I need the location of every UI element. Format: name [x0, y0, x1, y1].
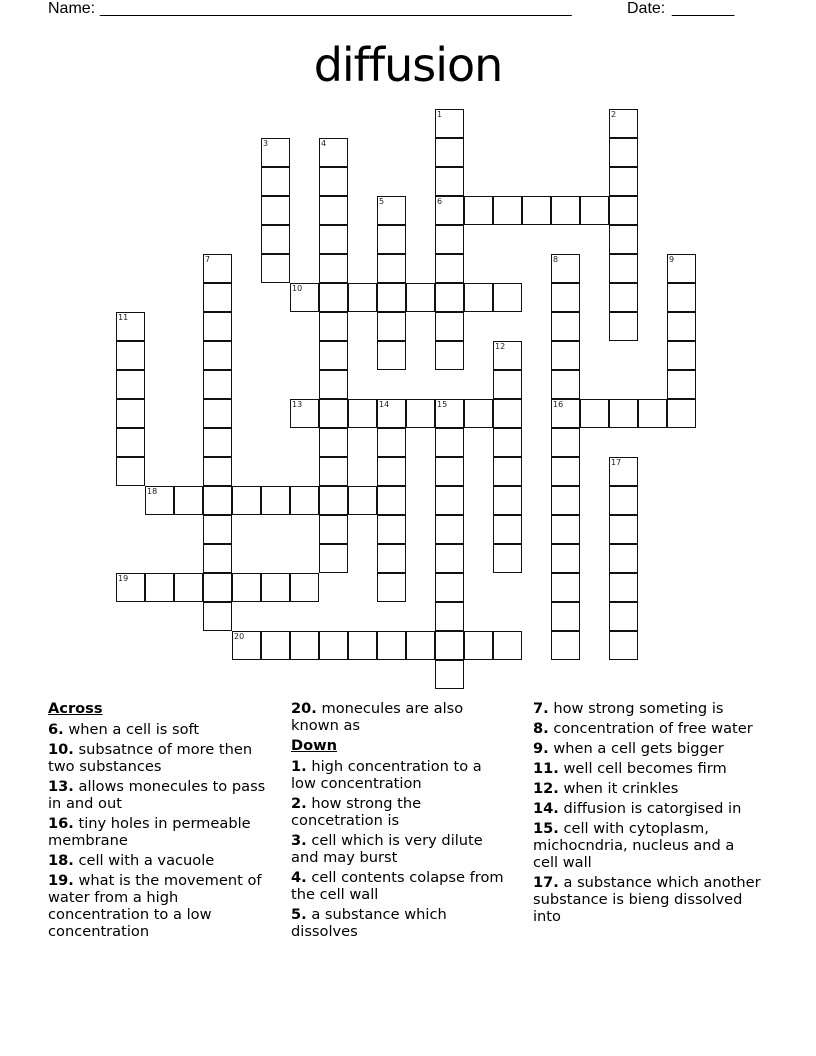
grid-cell[interactable]	[116, 457, 145, 486]
grid-cell[interactable]	[290, 399, 319, 428]
grid-cell[interactable]	[377, 399, 406, 428]
clue-number: 14	[379, 400, 390, 409]
grid-cell[interactable]	[203, 573, 232, 602]
clue-number-label: 19.	[48, 872, 74, 889]
clue-text: a substance which dissolves	[291, 906, 447, 940]
grid-cell[interactable]	[551, 283, 580, 312]
grid-cell[interactable]	[377, 225, 406, 254]
clue-number-label: 10.	[48, 741, 74, 758]
grid-cell[interactable]	[580, 196, 609, 225]
grid-cell[interactable]	[319, 312, 348, 341]
crossword-grid	[117, 110, 697, 690]
grid-cell[interactable]	[609, 486, 638, 515]
clue-item	[48, 815, 283, 849]
grid-cell[interactable]	[261, 631, 290, 660]
grid-cell[interactable]	[116, 428, 145, 457]
grid-cell[interactable]	[116, 399, 145, 428]
grid-cell[interactable]	[551, 544, 580, 573]
grid-cell[interactable]	[377, 515, 406, 544]
grid-cell[interactable]	[203, 602, 232, 631]
grid-cell[interactable]	[609, 544, 638, 573]
grid-cell[interactable]	[493, 196, 522, 225]
grid-cell[interactable]	[203, 254, 232, 283]
grid-cell[interactable]	[377, 544, 406, 573]
grid-cell[interactable]	[435, 196, 464, 225]
clue-number-label: 1.	[291, 758, 307, 775]
grid-cell[interactable]	[493, 399, 522, 428]
grid-cell[interactable]	[261, 138, 290, 167]
grid-cell[interactable]	[377, 341, 406, 370]
grid-cell[interactable]	[290, 283, 319, 312]
grid-cell[interactable]	[493, 370, 522, 399]
clue-item	[533, 740, 763, 757]
grid-cell[interactable]	[290, 486, 319, 515]
clue-text: diffusion is catorgised in	[558, 800, 742, 817]
grid-cell[interactable]	[435, 312, 464, 341]
grid-cell[interactable]	[435, 225, 464, 254]
clue-number: 7	[205, 255, 211, 264]
grid-cell[interactable]	[551, 573, 580, 602]
clue-item	[533, 760, 763, 777]
clue-text: high concentration to a low concentration	[291, 758, 482, 792]
grid-cell[interactable]	[609, 573, 638, 602]
clue-number: 6	[437, 197, 443, 206]
clue-text: when it crinkles	[558, 780, 679, 797]
clue-number-label: 6.	[48, 721, 64, 738]
clue-number-label: 7.	[533, 700, 549, 717]
clue-item	[48, 778, 283, 812]
clue-number: 18	[147, 487, 158, 496]
clue-number-label: 20.	[291, 700, 317, 717]
grid-cell[interactable]	[435, 109, 464, 138]
grid-cell[interactable]	[464, 196, 493, 225]
grid-cell[interactable]	[551, 312, 580, 341]
grid-cell[interactable]	[319, 167, 348, 196]
grid-cell[interactable]	[116, 341, 145, 370]
grid-cell[interactable]	[377, 254, 406, 283]
grid-cell[interactable]	[203, 341, 232, 370]
clue-number-label: 3.	[291, 832, 307, 849]
clue-number-label: 18.	[48, 852, 74, 869]
grid-cell[interactable]	[493, 341, 522, 370]
clue-text: cell contents colapse from the cell wall	[291, 869, 504, 903]
clue-text: cell with cytoplasm, michocndria, nucleus and a cell wall	[533, 820, 735, 871]
grid-cell[interactable]	[261, 167, 290, 196]
clue-number-label: 17.	[533, 874, 559, 891]
grid-cell[interactable]	[319, 225, 348, 254]
grid-cell[interactable]	[406, 283, 435, 312]
clue-item	[48, 872, 283, 940]
grid-cell[interactable]	[435, 631, 464, 660]
grid-cell[interactable]	[435, 341, 464, 370]
grid-cell[interactable]	[435, 428, 464, 457]
grid-cell[interactable]	[261, 254, 290, 283]
grid-cell[interactable]	[319, 283, 348, 312]
grid-cell[interactable]	[667, 370, 696, 399]
grid-cell[interactable]	[551, 341, 580, 370]
grid-cell[interactable]	[319, 486, 348, 515]
clue-item	[533, 820, 763, 871]
grid-cell[interactable]	[551, 486, 580, 515]
clue-number: 5	[379, 197, 385, 206]
clue-item	[291, 869, 506, 903]
grid-cell[interactable]	[319, 399, 348, 428]
grid-cell[interactable]	[435, 660, 464, 689]
clue-number-label: 9.	[533, 740, 549, 757]
grid-cell[interactable]	[551, 515, 580, 544]
grid-cell[interactable]	[116, 573, 145, 602]
clue-number: 20	[234, 632, 245, 641]
grid-cell[interactable]	[377, 428, 406, 457]
grid-cell[interactable]	[493, 544, 522, 573]
grid-cell[interactable]	[377, 312, 406, 341]
down-heading: Down	[291, 737, 338, 754]
clue-number: 4	[321, 139, 327, 148]
grid-cell[interactable]	[406, 399, 435, 428]
clue-text: cell with a vacuole	[73, 852, 215, 869]
grid-cell[interactable]	[435, 399, 464, 428]
grid-cell[interactable]	[435, 544, 464, 573]
grid-cell[interactable]	[290, 631, 319, 660]
grid-cell[interactable]	[319, 544, 348, 573]
grid-cell[interactable]	[116, 312, 145, 341]
grid-cell[interactable]	[174, 486, 203, 515]
grid-cell[interactable]	[145, 573, 174, 602]
grid-cell[interactable]	[319, 631, 348, 660]
grid-cell[interactable]	[203, 515, 232, 544]
grid-cell[interactable]	[493, 283, 522, 312]
grid-cell[interactable]	[667, 283, 696, 312]
grid-cell[interactable]	[667, 399, 696, 428]
grid-cell[interactable]	[609, 515, 638, 544]
grid-cell[interactable]	[609, 225, 638, 254]
grid-cell[interactable]	[609, 109, 638, 138]
grid-cell[interactable]	[493, 631, 522, 660]
grid-cell[interactable]	[232, 631, 261, 660]
clue-text: when a cell is soft	[63, 721, 200, 738]
grid-cell[interactable]	[435, 486, 464, 515]
clue-item	[533, 874, 763, 925]
grid-cell[interactable]	[609, 196, 638, 225]
grid-cell[interactable]	[493, 486, 522, 515]
clue-text: concentration of free water	[548, 720, 753, 737]
grid-cell[interactable]	[638, 399, 667, 428]
grid-cell[interactable]	[348, 486, 377, 515]
clue-item	[48, 721, 283, 738]
clue-item	[291, 832, 506, 866]
clue-number: 15	[437, 400, 448, 409]
grid-cell[interactable]	[261, 196, 290, 225]
grid-cell[interactable]	[319, 515, 348, 544]
grid-cell[interactable]	[377, 196, 406, 225]
clue-number: 12	[495, 342, 506, 351]
clue-number-label: 15.	[533, 820, 559, 837]
grid-cell[interactable]	[232, 486, 261, 515]
clue-number-label: 12.	[533, 780, 559, 797]
grid-cell[interactable]	[435, 457, 464, 486]
grid-cell[interactable]	[551, 370, 580, 399]
grid-cell[interactable]	[551, 602, 580, 631]
grid-cell[interactable]	[551, 254, 580, 283]
grid-cell[interactable]	[551, 196, 580, 225]
clue-text: monecules are also known as	[291, 700, 464, 734]
grid-cell[interactable]	[261, 486, 290, 515]
clue-text: a substance which another substance is bieng dissolved into	[533, 874, 761, 925]
clue-item	[291, 906, 506, 940]
date-field[interactable]: _______	[672, 0, 735, 17]
grid-cell[interactable]	[609, 283, 638, 312]
grid-cell[interactable]	[609, 399, 638, 428]
clue-number-label: 4.	[291, 869, 307, 886]
clue-text: how strong someting is	[548, 700, 724, 717]
grid-cell[interactable]	[464, 283, 493, 312]
grid-cell[interactable]	[493, 515, 522, 544]
grid-cell[interactable]	[609, 312, 638, 341]
clue-item	[533, 780, 763, 797]
grid-cell[interactable]	[435, 602, 464, 631]
grid-cell[interactable]	[377, 457, 406, 486]
grid-cell[interactable]	[203, 312, 232, 341]
grid-cell[interactable]	[348, 283, 377, 312]
grid-cell[interactable]	[609, 602, 638, 631]
across-heading: Across	[48, 700, 103, 717]
clue-item	[533, 720, 763, 737]
clue-item	[48, 852, 283, 869]
grid-cell[interactable]	[667, 254, 696, 283]
header	[48, 0, 748, 20]
grid-cell[interactable]	[203, 457, 232, 486]
grid-cell[interactable]	[261, 573, 290, 602]
grid-cell[interactable]	[203, 370, 232, 399]
clue-number-label: 13.	[48, 778, 74, 795]
grid-cell[interactable]	[377, 486, 406, 515]
grid-cell[interactable]	[348, 631, 377, 660]
clue-number: 11	[118, 313, 129, 322]
grid-cell[interactable]	[609, 138, 638, 167]
clue-number: 1	[437, 110, 443, 119]
clue-column-3	[533, 700, 763, 928]
clue-number: 19	[118, 574, 129, 583]
grid-cell[interactable]	[377, 573, 406, 602]
grid-cell[interactable]	[435, 254, 464, 283]
grid-cell[interactable]	[203, 399, 232, 428]
clue-number-label: 8.	[533, 720, 549, 737]
grid-cell[interactable]	[464, 631, 493, 660]
clue-item	[291, 700, 506, 734]
clue-text: well cell becomes firm	[558, 760, 727, 777]
grid-cell[interactable]	[203, 544, 232, 573]
name-label: Name:	[48, 0, 96, 17]
grid-cell[interactable]	[609, 631, 638, 660]
grid-cell[interactable]	[319, 254, 348, 283]
clue-text: when a cell gets bigger	[548, 740, 724, 757]
clue-number: 10	[292, 284, 303, 293]
date-label: Date:	[627, 0, 666, 17]
grid-cell[interactable]	[609, 457, 638, 486]
grid-cell[interactable]	[551, 631, 580, 660]
clue-text: tiny holes in permeable membrane	[48, 815, 251, 849]
clue-item	[533, 800, 763, 817]
grid-cell[interactable]	[319, 196, 348, 225]
grid-cell[interactable]	[464, 399, 493, 428]
grid-cell[interactable]	[551, 399, 580, 428]
grid-cell[interactable]	[493, 428, 522, 457]
grid-cell[interactable]	[377, 631, 406, 660]
clue-number: 3	[263, 139, 269, 148]
name-field[interactable]: _____________________________________________________	[100, 0, 572, 17]
grid-cell[interactable]	[319, 341, 348, 370]
grid-cell[interactable]	[435, 283, 464, 312]
grid-cell[interactable]	[174, 573, 203, 602]
clue-text: what is the movement of water from a high concentration to a low concentration	[48, 872, 262, 940]
grid-cell[interactable]	[116, 370, 145, 399]
clue-text: how strong the concetration is	[291, 795, 422, 829]
grid-cell[interactable]	[609, 167, 638, 196]
grid-cell[interactable]	[348, 399, 377, 428]
grid-cell[interactable]	[203, 428, 232, 457]
clue-number-label: 14.	[533, 800, 559, 817]
clue-item	[533, 700, 763, 717]
clue-number-label: 11.	[533, 760, 559, 777]
clue-number: 9	[669, 255, 675, 264]
clue-item	[291, 795, 506, 829]
grid-cell[interactable]	[667, 312, 696, 341]
grid-cell[interactable]	[232, 573, 261, 602]
clue-number: 17	[611, 458, 622, 467]
clue-number: 8	[553, 255, 559, 264]
grid-cell[interactable]	[377, 283, 406, 312]
grid-cell[interactable]	[551, 457, 580, 486]
grid-cell[interactable]	[609, 254, 638, 283]
grid-cell[interactable]	[319, 457, 348, 486]
clue-item	[291, 758, 506, 792]
page-title: diffusion	[313, 38, 503, 92]
grid-cell[interactable]	[435, 138, 464, 167]
grid-cell[interactable]	[580, 399, 609, 428]
grid-cell[interactable]	[667, 341, 696, 370]
clue-text: subsatnce of more then two substances	[48, 741, 253, 775]
grid-cell[interactable]	[435, 515, 464, 544]
grid-cell[interactable]	[203, 486, 232, 515]
grid-cell[interactable]	[319, 428, 348, 457]
clue-column-1	[48, 700, 283, 943]
grid-cell[interactable]	[319, 370, 348, 399]
clue-number-label: 5.	[291, 906, 307, 923]
clue-number: 2	[611, 110, 617, 119]
grid-cell[interactable]	[290, 573, 319, 602]
grid-cell[interactable]	[261, 225, 290, 254]
clue-number: 13	[292, 400, 303, 409]
grid-cell[interactable]	[435, 167, 464, 196]
grid-cell[interactable]	[406, 631, 435, 660]
grid-cell[interactable]	[203, 283, 232, 312]
grid-cell[interactable]	[435, 573, 464, 602]
grid-cell[interactable]	[145, 486, 174, 515]
grid-cell[interactable]	[493, 457, 522, 486]
clue-text: allows monecules to pass in and out	[48, 778, 266, 812]
clue-number-label: 16.	[48, 815, 74, 832]
clue-column-2	[291, 700, 506, 943]
grid-cell[interactable]	[319, 138, 348, 167]
clue-number-label: 2.	[291, 795, 307, 812]
clue-item	[48, 741, 283, 775]
grid-cell[interactable]	[522, 196, 551, 225]
clue-number: 16	[553, 400, 564, 409]
clue-text: cell which is very dilute and may burst	[291, 832, 483, 866]
grid-cell[interactable]	[551, 428, 580, 457]
